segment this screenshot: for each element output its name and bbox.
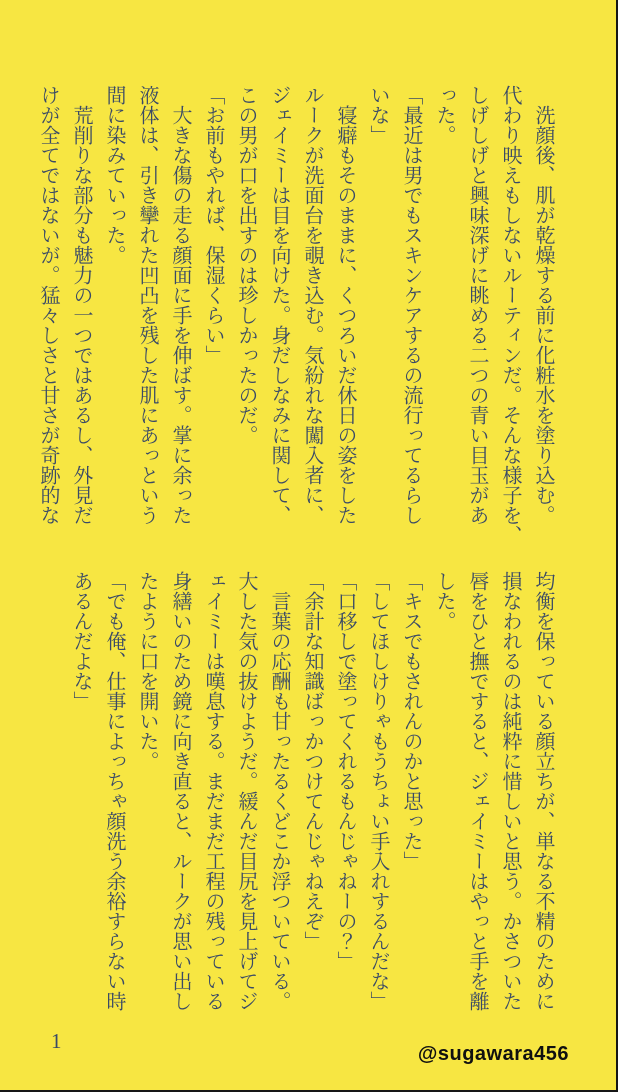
text-line: 言葉の応酬も甘ったるくどこか浮ついている。 bbox=[268, 571, 290, 1011]
text-line: 「最近は男でもスキンケアするの流行ってるらし bbox=[400, 85, 422, 525]
text-line: 間に染みていった。 bbox=[103, 85, 125, 265]
text-line: この男が口を出すのは珍しかったのだ。 bbox=[235, 85, 257, 445]
text-line: 「でも俺、仕事によっちゃ顔洗う余裕すらない時 bbox=[103, 571, 125, 1011]
text-line: いな」 bbox=[367, 85, 389, 145]
text-line: 液体は、引き攣れた凹凸を残した肌にあっという bbox=[136, 85, 158, 525]
text-line: 「キスでもされんのかと思った」 bbox=[400, 571, 422, 871]
text-line: った。 bbox=[433, 85, 455, 145]
text-line: 洗顔後、肌が乾燥する前に化粧水を塗り込む。 bbox=[532, 85, 554, 525]
page-number: 1 bbox=[51, 1029, 62, 1053]
author-credit: @sugawara456 bbox=[417, 1043, 569, 1065]
text-line: ジェイミーは目を向けた。身だしなみに関して、 bbox=[268, 85, 290, 525]
text-line: 荒削りな部分も魅力の一つではあるし、外見だ bbox=[70, 85, 92, 525]
text-line: 「余計な知識ばっかつけてんじゃねえぞ」 bbox=[301, 571, 323, 951]
text-line: 代わり映えもしないルーティンだ。そんな様子を、 bbox=[499, 85, 521, 545]
text-line: 寝癖もそのままに、くつろいだ休日の姿をした bbox=[334, 85, 356, 525]
text-block-bottom bbox=[64, 571, 559, 1043]
text-line: けが全てではないが。猛々しさと甘さが奇跡的な bbox=[37, 85, 59, 525]
text-line: 「してほしけりゃもうちょい手入れするんだな」 bbox=[367, 571, 389, 1011]
text-line: ルークが洗面台を覗き込む。気紛れな闖入者に、 bbox=[301, 85, 323, 525]
text-line: しげしげと興味深げに眺める二つの青い目玉があ bbox=[466, 85, 488, 525]
text-line: 大きな傷の走る顔面に手を伸ばす。掌に余った bbox=[169, 85, 191, 525]
text-block-top bbox=[31, 85, 559, 557]
text-line: たように口を開いた。 bbox=[136, 571, 158, 771]
text-line: 「口移しで塗ってくれるもんじゃねーの？」 bbox=[334, 571, 356, 971]
text-line: ェイミーは嘆息する。まだまだ工程の残っている bbox=[202, 571, 224, 1011]
text-line: 損なわれるのは純粋に惜しいと思う。かさついた bbox=[499, 571, 521, 1011]
text-line: した。 bbox=[433, 571, 455, 631]
text-line: 大した気の抜けようだ。緩んだ目尻を見上げてジ bbox=[235, 571, 257, 1011]
text-line: 身繕いのため鏡に向き直ると、ルークが思い出し bbox=[169, 571, 191, 1011]
text-line: あるんだよな」 bbox=[70, 571, 92, 711]
text-line: 均衡を保っている顔立ちが、単なる不精のために bbox=[532, 571, 554, 1011]
text-line: 「お前もやれば、保湿くらい」 bbox=[202, 85, 224, 365]
text-line: 唇をひと撫ですると、ジェイミーはやっと手を離 bbox=[466, 571, 488, 1011]
